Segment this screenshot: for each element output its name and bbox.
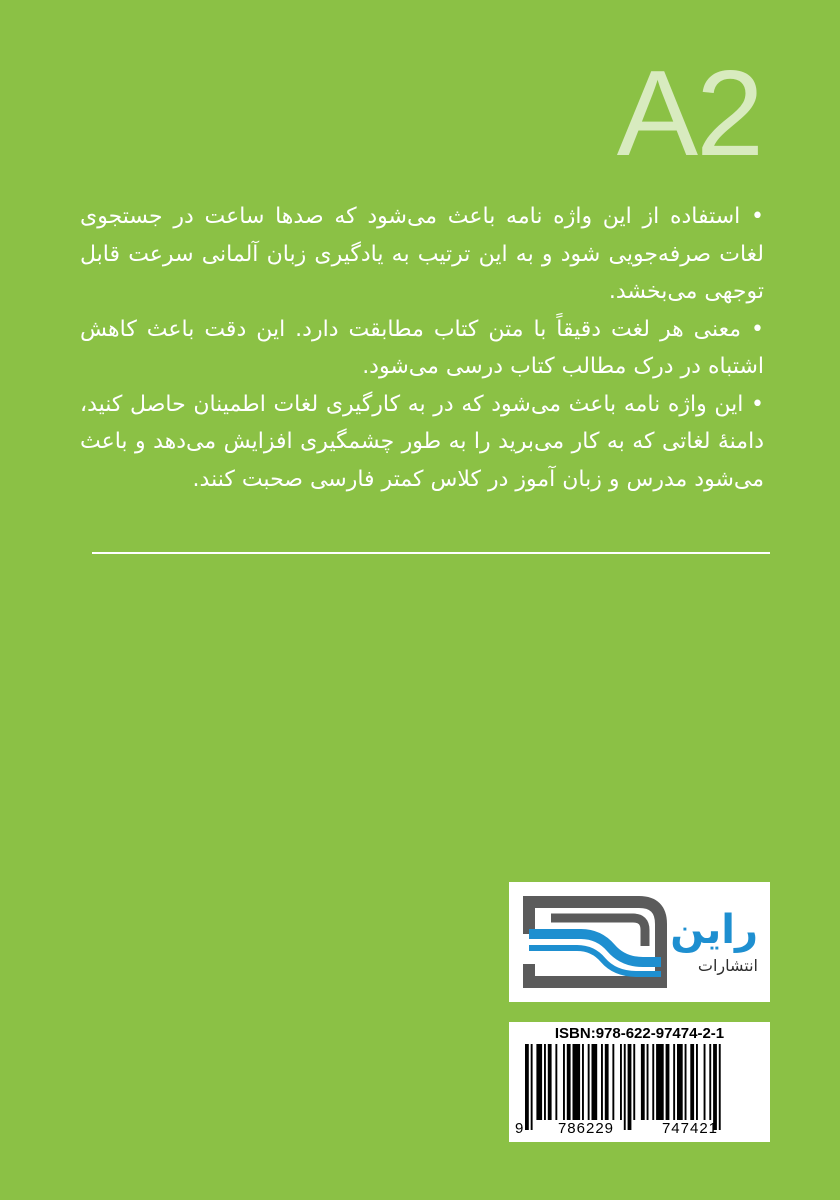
isbn-label: ISBN:978-622-97474-2-1 — [554, 1025, 725, 1042]
barcode-bar — [620, 1044, 622, 1120]
barcode-lead-digit: 9 — [515, 1120, 524, 1137]
barcode-bar — [531, 1044, 533, 1130]
barcode-bar — [601, 1044, 603, 1120]
barcode-bar — [588, 1044, 590, 1120]
divider-line — [92, 552, 770, 554]
barcode-bar — [656, 1044, 664, 1120]
barcode-bar — [685, 1044, 687, 1120]
barcode-bar — [592, 1044, 598, 1120]
barcode-bar — [582, 1044, 584, 1120]
barcode-bar — [647, 1044, 649, 1120]
barcode-bar — [652, 1044, 654, 1120]
barcode-bar — [633, 1044, 635, 1120]
barcode-bar — [704, 1044, 706, 1120]
barcode-bar — [605, 1044, 609, 1120]
barcode-bar — [567, 1044, 571, 1120]
description-paragraph: • معنی هر لغت دقیقاً با متن کتاب مطابقت دارد. این دقت باعث کاهش اشتباه در درک مطالب کتاب درسی می‌شود. — [80, 316, 764, 379]
barcode-bar — [525, 1044, 529, 1130]
description-paragraph: • استفاده از این واژه نامه باعث می‌شود که صدها ساعت در جستجوی لغات صرفه‌جویی شود و به این ترتیب به یادگیری زبان آلمانی سرعت قابل توجهی می‌بخشد. — [80, 204, 764, 304]
barcode-bar — [536, 1044, 542, 1120]
barcode-bar — [677, 1044, 683, 1120]
barcode-left-digits: 786229 — [557, 1120, 615, 1137]
barcode-bar — [563, 1044, 565, 1120]
barcode-bar — [612, 1044, 614, 1120]
description-paragraph: • این واژه نامه باعث می‌شود که در به کارگیری لغات اطمینان حاصل کنید، دامنهٔ لغاتی که به کار می‌برید را به طور چشمگیری افزایش می‌دهد و باعث می‌شود مدرس و زبان آموز در کلاس کمتر فارسی صحبت کنند. — [80, 391, 764, 492]
barcode-bar — [628, 1044, 632, 1130]
publisher-subtitle: انتشارات — [697, 956, 758, 975]
level-badge: A2 — [616, 45, 762, 181]
barcode-bar — [709, 1044, 711, 1120]
barcode-bar — [544, 1044, 546, 1120]
barcode-bar — [666, 1044, 670, 1120]
barcode-bar — [690, 1044, 694, 1120]
barcode-bar — [573, 1044, 581, 1120]
description-text — [80, 198, 764, 498]
barcode-bar — [624, 1044, 626, 1130]
publisher-logo-icon — [521, 894, 671, 990]
barcode — [509, 1022, 770, 1142]
barcode-bar — [641, 1044, 645, 1120]
barcode-bar — [696, 1044, 698, 1120]
publisher-name: راین — [670, 907, 758, 953]
barcode-right-digits: 747421 — [661, 1120, 719, 1137]
barcode-bar — [548, 1044, 552, 1120]
barcode-bar — [673, 1044, 675, 1120]
publisher-logo — [509, 882, 770, 1002]
barcode-bar — [713, 1044, 717, 1130]
barcode-bar — [555, 1044, 557, 1120]
barcode-bar — [719, 1044, 721, 1130]
